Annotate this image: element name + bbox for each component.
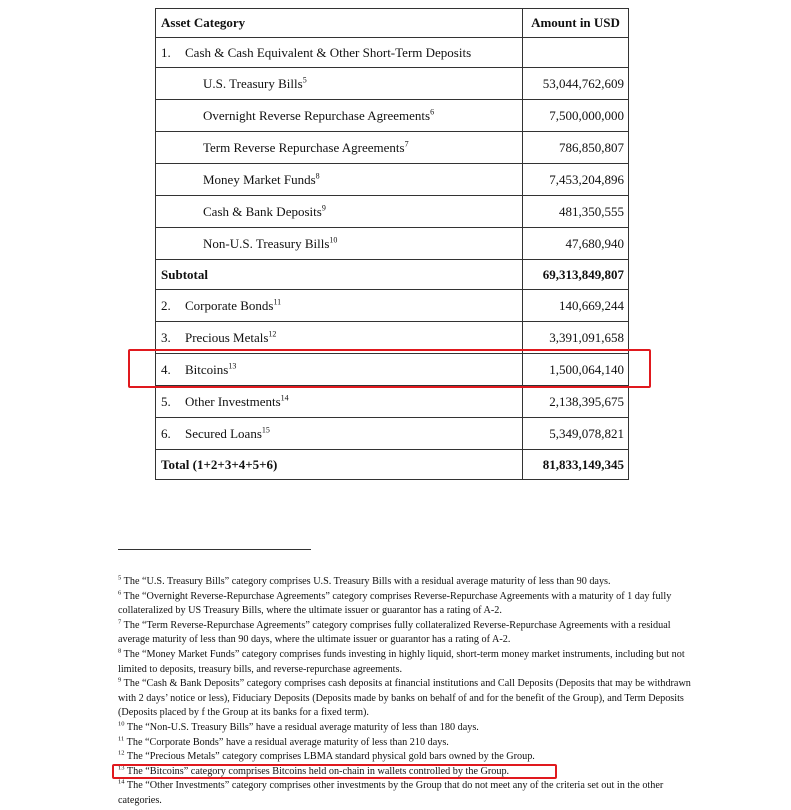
footnote xyxy=(118,677,696,721)
row-label xyxy=(156,100,523,132)
footnote xyxy=(118,575,696,590)
footnote-ref: 13 xyxy=(228,361,237,371)
table-row xyxy=(156,68,629,100)
row-amount: 7,453,204,896 xyxy=(523,164,629,196)
row-label-text: Other Investments xyxy=(185,393,281,409)
footnote-text: The “Overnight Reverse-Repurchase Agreements” category comprises Reverse-Repurchase Agreements with a maturity of 1 day fully collateralized by US Treasury Bills, where the ultimate issuer or guarantor has a rating of A-2. xyxy=(118,590,672,617)
footnote-text: The “Cash & Bank Deposits” category comprises cash deposits at financial institutions and Call Deposits (Deposits that may be withdrawn with 2 days’ notice or less), Fiduciary Deposits (Deposits made by banks on behalf of and for the benefit of the Group), and Term Deposits (Deposits placed by f the Group at its banks for a fixed term). xyxy=(118,678,691,719)
table-row xyxy=(156,132,629,164)
footnote-separator xyxy=(118,549,311,550)
footnote-number: 13 xyxy=(118,764,125,772)
row-label xyxy=(156,418,523,450)
row-label xyxy=(156,228,523,260)
footnote-text: The “Bitcoins” category comprises Bitcoins held on-chain in wallets controlled by the Group. xyxy=(126,765,510,777)
subtotal-label: Subtotal xyxy=(156,260,523,290)
row-label xyxy=(156,38,523,68)
table-row xyxy=(156,290,629,322)
table-row xyxy=(156,228,629,260)
footnote xyxy=(118,779,696,808)
footnote-ref: 8 xyxy=(315,171,320,181)
row-label-text: Term Reverse Repurchase Agreements xyxy=(203,139,405,155)
total-row xyxy=(156,450,629,480)
footnote-ref: 10 xyxy=(329,235,338,245)
table-row xyxy=(156,386,629,418)
footnote-ref: 7 xyxy=(404,139,409,149)
header-amount: Amount in USD xyxy=(523,9,629,38)
footnote-number: 9 xyxy=(118,676,122,684)
footnote-ref: 12 xyxy=(268,329,277,339)
footnote-number: 5 xyxy=(118,574,122,582)
header-asset-category: Asset Category xyxy=(156,9,523,38)
footnote-text: The “Non-U.S. Treasury Bills” have a residual average maturity of less than 180 days. xyxy=(126,721,479,733)
row-amount: 3,391,091,658 xyxy=(523,322,629,354)
row-number: 6. xyxy=(161,425,171,441)
highlight-box-bitcoins-footnote xyxy=(112,764,557,779)
footnote-ref: 5 xyxy=(302,75,307,85)
row-amount: 47,680,940 xyxy=(523,228,629,260)
row-label xyxy=(156,386,523,418)
row-label-text: Bitcoins xyxy=(185,361,229,377)
footnote-text: The “Other Investments” category comprises other investments by the Group that do not meet any of the criteria set out in the other categories. xyxy=(118,780,664,806)
row-amount: 481,350,555 xyxy=(523,196,629,228)
row-label-text: Cash & Bank Deposits xyxy=(203,203,322,219)
row-number: 4. xyxy=(161,361,171,377)
asset-table xyxy=(155,8,629,480)
table-row xyxy=(156,38,629,68)
table-row xyxy=(156,100,629,132)
footnote-number: 14 xyxy=(118,778,125,786)
row-label xyxy=(156,164,523,196)
footnote-number: 12 xyxy=(118,749,125,757)
subtotal-row xyxy=(156,260,629,290)
row-amount: 786,850,807 xyxy=(523,132,629,164)
footnote xyxy=(118,736,696,751)
footnote-number: 7 xyxy=(118,618,122,626)
row-number: 3. xyxy=(161,329,171,345)
footnote-text: The “Precious Metals” category comprises LBMA standard physical gold bars owned by the Group. xyxy=(126,751,535,763)
subtotal-amount: 69,313,849,807 xyxy=(523,260,629,290)
table-row xyxy=(156,196,629,228)
row-number: 1. xyxy=(161,44,171,60)
row-label xyxy=(156,196,523,228)
row-amount: 7,500,000,000 xyxy=(523,100,629,132)
highlight-box-bitcoins-row xyxy=(128,349,651,388)
footnote-text: The “Corporate Bonds” have a residual average maturity of less than 210 days. xyxy=(126,736,449,748)
row-amount: 140,669,244 xyxy=(523,290,629,322)
row-number: 2. xyxy=(161,297,171,313)
table-header-row xyxy=(156,9,629,38)
footnote xyxy=(118,750,696,765)
footnote-ref: 14 xyxy=(280,393,289,403)
total-label: Total (1+2+3+4+5+6) xyxy=(156,450,523,480)
footnote xyxy=(118,619,696,648)
row-amount: 2,138,395,675 xyxy=(523,386,629,418)
row-label-text: Non-U.S. Treasury Bills xyxy=(203,235,330,251)
footnote-number: 10 xyxy=(118,720,125,728)
footnote-number: 8 xyxy=(118,647,122,655)
footnote xyxy=(118,590,696,619)
footnote-ref: 15 xyxy=(261,425,270,435)
row-label-text: Secured Loans xyxy=(185,425,262,441)
footnote-number: 6 xyxy=(118,589,122,597)
footnote-ref: 9 xyxy=(321,203,326,213)
footnote-ref: 11 xyxy=(273,297,282,307)
row-label xyxy=(156,290,523,322)
footnote-number: 11 xyxy=(118,735,125,743)
row-amount xyxy=(523,38,629,68)
row-amount: 5,349,078,821 xyxy=(523,418,629,450)
row-label-text: Money Market Funds xyxy=(203,171,316,187)
table-row xyxy=(156,418,629,450)
footnote-text: The “Money Market Funds” category comprises funds investing in highly liquid, short-term money market instruments, including but not limited to deposits, treasury bills, and reverse-repurchase agreements. xyxy=(118,648,685,675)
row-label-text: U.S. Treasury Bills xyxy=(203,75,303,91)
row-label-text: Precious Metals xyxy=(185,329,269,345)
row-label-text: Corporate Bonds xyxy=(185,297,274,313)
footnote xyxy=(118,721,696,736)
footnote-text: The “Term Reverse-Repurchase Agreements” category comprises fully collateralized Reverse-Repurchase Agreements with a residual average maturity of less than 90 days, where the ultimate issuer or guarantor has a rating of A-2. xyxy=(118,619,671,646)
total-amount: 81,833,149,345 xyxy=(523,450,629,480)
row-label-text: Overnight Reverse Repurchase Agreements xyxy=(203,107,431,123)
footnote-text: The “U.S. Treasury Bills” category comprises U.S. Treasury Bills with a residual average maturity of less than 90 days. xyxy=(123,576,611,587)
row-label xyxy=(156,68,523,100)
row-number: 5. xyxy=(161,393,171,409)
footnote-ref: 6 xyxy=(430,107,435,117)
row-label-text: Cash & Cash Equivalent & Other Short-Term Deposits xyxy=(185,44,472,60)
row-amount: 1,500,064,140 xyxy=(523,354,629,386)
table-row xyxy=(156,164,629,196)
row-label xyxy=(156,132,523,164)
footnote xyxy=(118,648,696,677)
row-amount: 53,044,762,609 xyxy=(523,68,629,100)
